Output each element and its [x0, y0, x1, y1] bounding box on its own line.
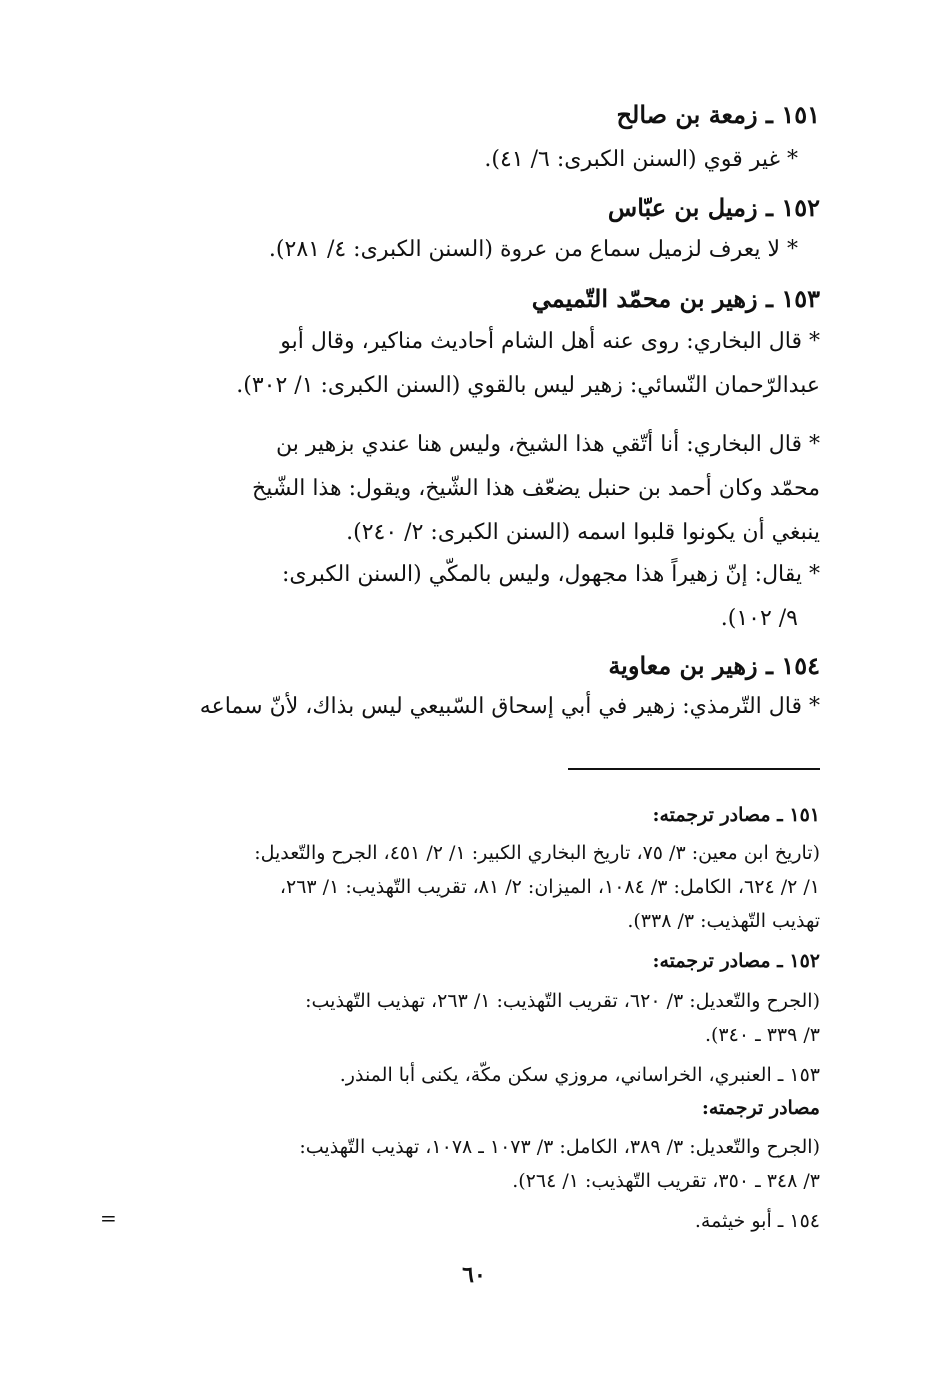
text-line: * قال التّرمذي: زهير في أبي إسحاق السّبيعي ليس بذاك، لأنّ سماعه: [199, 694, 820, 719]
footnote-intro-153: [120, 1058, 820, 1092]
entry-para-153-3: [120, 553, 820, 641]
footnote-line: ١٥٤ ـ أبو خيثمة.: [694, 1210, 820, 1232]
text-line: عبدالرّحمان النّسائي: زهير ليس بالقوي (السنن الكبرى: ١/ ٣٠٢).: [236, 373, 820, 398]
entry-text-154: [120, 685, 820, 729]
entry-text-151: [138, 138, 798, 182]
text-line: * قال البخاري: روى عنه أهل الشام أحاديث مناكير، وقال أبو: [280, 329, 820, 354]
footnote-line: (تاريخ ابن معين: ٣/ ٧٥، تاريخ البخاري الكبير: ١/ ٢/ ٤٥١، الجرح والتّعديل:: [254, 842, 820, 864]
footnote-head-153: مصادر ترجمته:: [701, 1097, 820, 1119]
footnote-body-154: [120, 1204, 820, 1238]
footnote-line: ٣/ ٣٣٩ ـ ٣٤٠).: [704, 1024, 820, 1046]
footnote-line: تهذيب التّهذيب: ٣/ ٣٣٨).: [627, 910, 820, 932]
footnote-body-153: [120, 1130, 820, 1198]
footnote-separator: [568, 768, 820, 770]
page-number: ٦٠: [462, 1262, 486, 1288]
footnote-line: ٣/ ٣٤٨ ـ ٣٥٠، تقريب التّهذيب: ١/ ٢٦٤).: [512, 1170, 820, 1192]
entry-title-151: ١٥١ ـ زمعة بن صالح: [616, 100, 820, 129]
entry-title-154: ١٥٤ ـ زهير بن معاوية: [608, 651, 820, 680]
continuation-mark: =: [100, 1206, 117, 1230]
text-line: ينبغي أن يكونوا قلبوا اسمه (السنن الكبرى: ٢/ ٢٤٠).: [346, 520, 820, 545]
footnote-line: (الجرح والتّعديل: ٣/ ٦٢٠، تقريب التّهذيب: ١/ ٢٦٣، تهذيب التّهذيب:: [305, 990, 820, 1012]
footnote-body-151: [120, 836, 820, 938]
footnote-head-151: ١٥١ ـ مصادر ترجمته:: [652, 804, 820, 826]
entry-title-153: ١٥٣ ـ زهير بن محمّد التّميمي: [531, 284, 820, 313]
footnote-head-152: ١٥٢ ـ مصادر ترجمته:: [652, 950, 820, 972]
text-line: * غير قوي (السنن الكبرى: ٦/ ٤١).: [484, 147, 798, 172]
entry-para-153-1: [120, 320, 820, 408]
text-line: محمّد وكان أحمد بن حنبل يضعّف هذا الشّيخ، ويقول: هذا الشّيخ: [252, 476, 820, 501]
text-line: * قال البخاري: أنا أتّقي هذا الشيخ، وليس هنا عندي بزهير بن: [275, 432, 820, 457]
footnote-line: ١٥٣ ـ العنبري، الخراساني، مروزي سكن مكّة، يكنى أبا المنذر.: [339, 1064, 820, 1086]
footnote-body-152: [120, 984, 820, 1052]
footnote-line: ١/ ٢/ ٦٢٤، الكامل: ٣/ ١٠٨٤، الميزان: ٢/ ٨١، تقريب التّهذيب: ١/ ٢٦٣،: [279, 876, 820, 898]
entry-para-153-2: [120, 423, 820, 555]
text-line: ٩/ ١٠٢).: [720, 606, 798, 631]
footnote-line: (الجرح والتّعديل: ٣/ ٣٨٩، الكامل: ٣/ ١٠٧٣ ـ ١٠٧٨، تهذيب التّهذيب:: [299, 1136, 820, 1158]
entry-title-152: ١٥٢ ـ زميل بن عبّاس: [607, 193, 820, 222]
entry-text-152: [138, 228, 798, 272]
text-line: * يقال: إنّ زهيراً هذا مجهول، وليس بالمكّي (السنن الكبرى:: [281, 562, 820, 587]
text-line: * لا يعرف لزميل سماع من عروة (السنن الكبرى: ٤/ ٢٨١).: [268, 237, 798, 262]
